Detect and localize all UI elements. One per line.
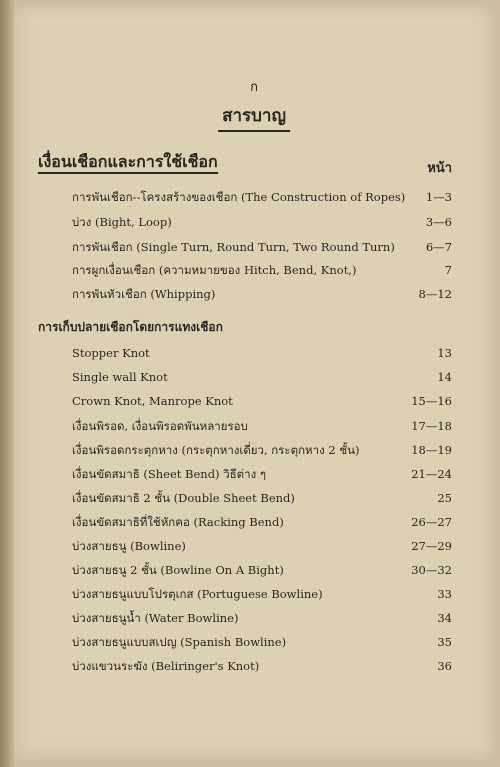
page-number-letter: ก: [250, 80, 258, 95]
toc-entry: [72, 346, 452, 364]
toc-entry-page: 35: [437, 635, 452, 649]
toc-entry-page: 14: [437, 370, 452, 384]
toc-entry-page: 3—6: [425, 215, 452, 229]
toc-entry-title: บ่วงแขวนระฆัง (Beliringer's Knot): [72, 659, 260, 673]
title-text: สารบาญ: [218, 102, 290, 132]
toc-entry: [72, 239, 452, 257]
toc-entry-page: 6—7: [425, 240, 452, 254]
toc-entry: [72, 634, 452, 652]
toc-entry: [72, 286, 452, 304]
toc-entry-title: เงื่อนพิรอด, เงื่อนพิรอดพันหลายรอบ: [72, 419, 248, 433]
toc-entry: [72, 214, 452, 232]
toc-entry-page: 15—16: [411, 394, 452, 408]
page-column-header: หน้า: [427, 161, 452, 176]
toc-entry-title: การผูกเงื่อนเชือก (ความหมายของ Hitch, Bend, Knot,): [72, 263, 357, 277]
toc-entry-page: 26—27: [411, 515, 452, 529]
toc-entry-page: 8—12: [418, 287, 452, 301]
toc-entry: [72, 442, 452, 460]
section-heading-knots: [38, 150, 218, 175]
toc-entry-title: บ่วงสายธนู 2 ชั้น (Bowline On A Bight): [72, 563, 284, 577]
toc-entry-title: บ่วงสายธนูน้ำ (Water Bowline): [72, 611, 239, 625]
toc-entry-page: 1—3: [425, 190, 452, 204]
toc-entry: [72, 514, 452, 532]
toc-entry-page: 18—19: [411, 443, 452, 457]
toc-entry-title: Stopper Knot: [72, 346, 150, 360]
toc-entry-page: 30—32: [411, 563, 452, 577]
toc-entry-title: บ่วงสายธนู (Bowline): [72, 539, 186, 553]
toc-entry: [72, 586, 452, 604]
toc-entry-title: บ่วงสายธนูแบบโปรตุเกส (Portuguese Bowline): [72, 587, 323, 601]
toc-entry-page: 33: [437, 587, 452, 601]
toc-entry-title: Crown Knot, Manrope Knot: [72, 394, 233, 408]
page-title: [14, 102, 494, 132]
toc-entry: [72, 394, 452, 412]
toc-entry: [72, 466, 452, 484]
toc-entry-page: 13: [437, 346, 452, 360]
toc-entry: [72, 562, 452, 580]
toc-entry-title: เงื่อนพิรอดกระตุกหาง (กระตุกหางเดี่ยว, กระตุกหาง 2 ชั้น): [72, 443, 360, 457]
toc-entry-title: เงื่อนขัดสมาธิ 2 ชั้น (Double Sheet Bend): [72, 491, 295, 505]
toc-entry: [72, 490, 452, 508]
toc-entry-page: 17—18: [411, 419, 452, 433]
toc-entry: [72, 658, 452, 676]
book-page: [14, 4, 494, 761]
toc-entry-page: 27—29: [411, 539, 452, 553]
toc-entry-page: 7: [444, 263, 452, 277]
section-heading-text: เงื่อนเชือกและการใช้เชือก: [38, 152, 218, 174]
toc-entry-page: 36: [437, 659, 452, 673]
toc-entry-title: เงื่อนขัดสมาธิที่ใช้หักคอ (Racking Bend): [72, 515, 284, 529]
toc-entry-page: 25: [437, 491, 452, 505]
toc-entry: [72, 610, 452, 628]
toc-entry-title: การพันเชือก (Single Turn, Round Turn, Two Round Turn): [72, 240, 395, 254]
toc-entry-title: การพันหัวเชือก (Whipping): [72, 287, 216, 301]
toc-entry-title: บ่วง (Bight, Loop): [72, 215, 172, 229]
toc-entry: [72, 370, 452, 388]
toc-entry-page: 34: [437, 611, 452, 625]
toc-entry: [72, 189, 452, 207]
toc-entry-title: การพันเชือก--โครงสร้างของเชือก (The Construction of Ropes): [72, 190, 406, 204]
toc-entry: [72, 418, 452, 436]
toc-entry-title: เงื่อนขัดสมาธิ (Sheet Bend) วิธีต่าง ๆ: [72, 467, 267, 481]
toc-entry: [72, 262, 452, 280]
section-heading-rope-ends: การเก็บปลายเชือกโดยการแทงเชือก: [38, 320, 223, 334]
toc-entry-page: 21—24: [411, 467, 452, 481]
toc-entry-title: บ่วงสายธนูแบบสเปญ (Spanish Bowline): [72, 635, 287, 649]
toc-entry-title: Single wall Knot: [72, 370, 168, 384]
toc-entry: [72, 538, 452, 556]
